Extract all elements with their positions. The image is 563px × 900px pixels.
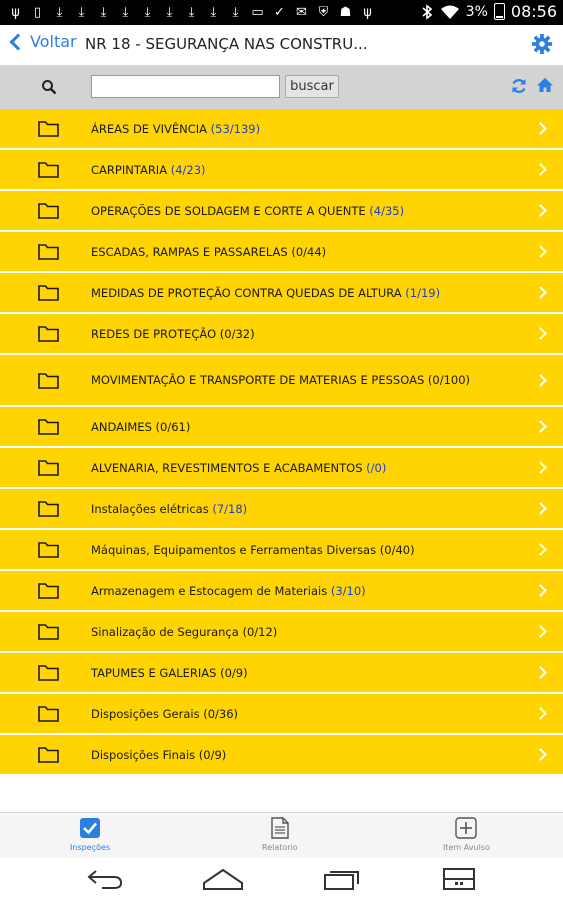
list-item[interactable] (0, 232, 563, 273)
chevron-right-icon (534, 204, 547, 217)
item-count: (4/23) (170, 162, 206, 177)
list-item[interactable] (0, 694, 563, 735)
list-item[interactable] (0, 735, 563, 776)
document-icon (269, 817, 291, 839)
chevron-right-icon (534, 286, 547, 299)
inbox-icon: ▭ (251, 5, 264, 20)
list-item-label (91, 583, 491, 599)
item-title: MOVIMENTAÇÃO E TRANSPORTE DE MATERIAS E PESSOAS (91, 373, 425, 387)
folder-icon (38, 541, 59, 558)
download-icon: ⤓ (232, 5, 239, 20)
list-item-label (91, 162, 491, 178)
item-count: (0/9) (198, 747, 227, 762)
home-icon[interactable] (536, 76, 554, 94)
list-item[interactable] (0, 530, 563, 571)
list-item-label (91, 665, 491, 681)
folder-icon (38, 459, 59, 476)
list-item-label (91, 326, 491, 342)
list-item-label (91, 203, 491, 219)
system-navigation (0, 858, 563, 900)
item-title: ALVENARIA, REVESTIMENTOS E ACABAMENTOS (91, 460, 363, 475)
back-label: Voltar (30, 32, 77, 51)
download-icon: ⤓ (100, 5, 107, 20)
search-input[interactable] (91, 75, 280, 98)
item-count: (0/100) (427, 373, 471, 387)
folder-icon (38, 664, 59, 681)
list-item-label (91, 501, 491, 517)
tab-label: Relatorio (262, 843, 298, 852)
folder-icon (38, 418, 59, 435)
item-count: (0/61) (155, 419, 191, 434)
refresh-icon[interactable] (510, 77, 528, 95)
list-item-label (91, 244, 491, 260)
list-item[interactable] (0, 150, 563, 191)
list-item[interactable] (0, 355, 563, 407)
usb-icon: ψ (363, 5, 372, 20)
chevron-right-icon (534, 748, 547, 761)
usb-icon: ψ (11, 5, 20, 20)
android-icon: ☗ (339, 5, 352, 20)
list-item-label (91, 747, 491, 763)
folder-icon (38, 243, 59, 260)
tab-bar (0, 812, 563, 858)
page-title: NR 18 - SEGURANÇA NAS CONSTRU... (85, 35, 368, 53)
list-item-label (91, 460, 491, 476)
list-item[interactable] (0, 314, 563, 355)
back-icon[interactable] (86, 867, 124, 891)
list-item-label (91, 419, 491, 435)
item-count: (0/40) (379, 542, 415, 557)
status-bar (0, 0, 563, 25)
item-title: ÁREAS DE VIVÊNCIA (91, 121, 208, 136)
shield-icon: ⛨ (318, 5, 329, 20)
list-item[interactable] (0, 273, 563, 314)
category-list (0, 109, 563, 776)
chevron-right-icon (534, 245, 547, 258)
item-title: Máquinas, Equipamentos e Ferramentas Diversas (91, 542, 377, 557)
chevron-right-icon (534, 502, 547, 515)
download-icon: ⤓ (122, 5, 129, 20)
tab-inspecoes[interactable] (70, 817, 110, 852)
download-icon: ⤓ (166, 5, 173, 20)
folder-icon (38, 161, 59, 178)
folder-icon (38, 500, 59, 517)
search-bar (0, 65, 563, 109)
item-count: (4/35) (369, 203, 405, 218)
item-title: Disposições Gerais (91, 706, 200, 721)
mail-icon: ✉ (296, 5, 307, 20)
search-icon (41, 79, 57, 95)
download-icon: ⤓ (144, 5, 151, 20)
folder-icon (38, 372, 59, 389)
list-item[interactable] (0, 191, 563, 232)
tab-label: Inspeções (70, 843, 110, 852)
status-right (420, 2, 557, 21)
item-count: (1/19) (405, 285, 441, 300)
list-item[interactable] (0, 109, 563, 150)
battery-percent: 3% (465, 3, 488, 20)
item-title: Armazenagem e Estocagem de Materiais (91, 583, 328, 598)
folder-icon (38, 705, 59, 722)
folder-icon (38, 582, 59, 599)
notification-icons (6, 3, 377, 22)
add-box-icon (455, 817, 477, 839)
chevron-left-icon (10, 33, 27, 50)
list-item[interactable] (0, 653, 563, 694)
search-button[interactable]: buscar (285, 75, 339, 98)
item-title: ANDAIMES (91, 419, 152, 434)
download-icon: ⤓ (188, 5, 195, 20)
item-count: (0/9) (220, 665, 248, 680)
item-title: Sinalização de Segurança (91, 624, 239, 639)
item-count: (0/32) (219, 326, 255, 341)
item-title: OPERAÇÕES DE SOLDAGEM E CORTE A QUENTE (91, 203, 366, 218)
item-count: (7/18) (212, 501, 248, 516)
clock: 08:56 (510, 2, 557, 21)
bluetooth-icon (420, 4, 434, 20)
chevron-right-icon (534, 122, 547, 135)
item-count: (0/36) (203, 706, 239, 721)
chevron-right-icon (534, 461, 547, 474)
folder-icon (38, 623, 59, 640)
list-item-label (91, 121, 491, 137)
tab-relatorio[interactable] (262, 817, 298, 852)
item-title: REDES DE PROTEÇÃO (91, 326, 217, 341)
chevron-right-icon (534, 374, 547, 387)
home-nav-icon[interactable] (202, 867, 244, 891)
list-item-label (91, 624, 491, 640)
download-icon: ⤓ (56, 5, 63, 20)
tab-label: Item Avulso (443, 843, 490, 852)
item-count: (0/44) (291, 244, 327, 259)
item-title: CARPINTARIA (91, 162, 168, 177)
item-title: Instalações elétricas (91, 501, 209, 516)
list-item-label (91, 372, 491, 388)
item-count: (3/10) (330, 583, 366, 598)
item-title: Disposições Finais (91, 747, 196, 762)
checkbox-icon (79, 817, 101, 839)
folder-icon (38, 284, 59, 301)
list-item[interactable] (0, 571, 563, 612)
download-icon: ⤓ (210, 5, 217, 20)
chevron-right-icon (534, 543, 547, 556)
chevron-right-icon (534, 163, 547, 176)
sim-icon: ▯ (33, 5, 42, 20)
chevron-right-icon (534, 707, 547, 720)
item-count: (53/139) (210, 121, 261, 136)
folder-icon (38, 120, 59, 137)
chevron-right-icon (534, 584, 547, 597)
chevron-right-icon (534, 420, 547, 433)
list-item-label (91, 285, 491, 301)
list-item[interactable] (0, 489, 563, 530)
recents-icon[interactable] (323, 867, 361, 891)
item-title: TAPUMES E GALERIAS (91, 665, 217, 680)
item-count: (0/12) (242, 624, 278, 639)
navigation-bar (0, 25, 563, 65)
chevron-right-icon (534, 625, 547, 638)
item-count: (/0) (366, 460, 387, 475)
folder-icon (38, 202, 59, 219)
wifi-icon (440, 4, 460, 20)
list-item[interactable] (0, 448, 563, 489)
list-item-label (91, 706, 491, 722)
check-icon: ✓ (274, 5, 285, 20)
chevron-right-icon (534, 327, 547, 340)
folder-icon (38, 325, 59, 342)
list-item[interactable] (0, 407, 563, 448)
item-title: MEDIDAS DE PROTEÇÃO CONTRA QUEDAS DE ALTURA (91, 285, 402, 300)
battery-icon (494, 3, 505, 20)
list-item-label (91, 542, 491, 558)
gear-icon[interactable] (531, 33, 553, 55)
item-title: ESCADAS, RAMPAS E PASSARELAS (91, 244, 288, 259)
chevron-right-icon (534, 666, 547, 679)
tab-item-avulso[interactable] (443, 817, 490, 852)
folder-icon (38, 746, 59, 763)
back-button[interactable] (8, 32, 77, 51)
download-icon: ⤓ (78, 5, 85, 20)
list-item[interactable] (0, 612, 563, 653)
menu-icon[interactable] (443, 867, 475, 891)
